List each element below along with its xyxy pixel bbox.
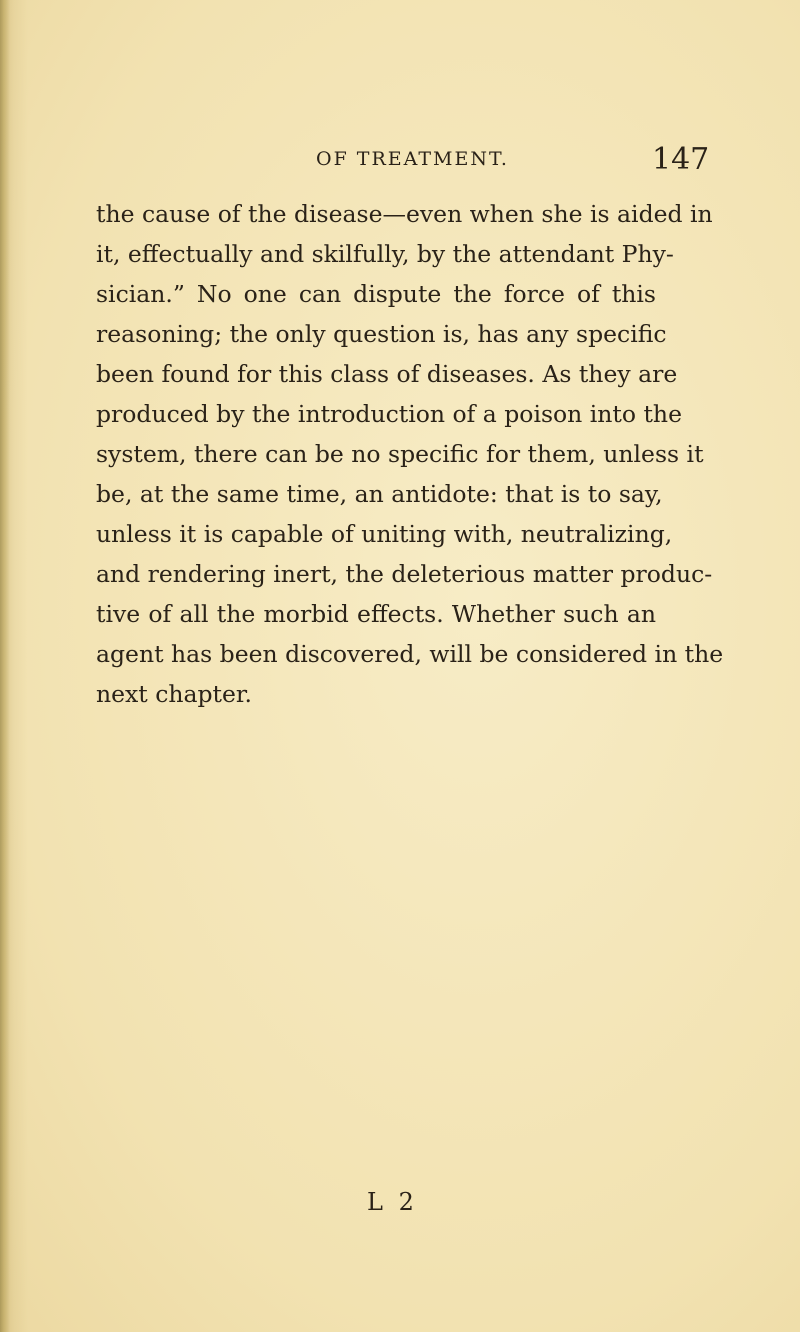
text-line: and rendering inert, the deleterious matter produc- — [96, 560, 713, 588]
text-line: next chapter. — [96, 680, 253, 708]
signature-mark: L 2 — [367, 1188, 418, 1216]
running-head-title: OF TREATMENT. — [316, 148, 509, 170]
body-paragraph — [96, 194, 724, 714]
text-line: tive of all the morbid effects. Whether such an — [96, 600, 656, 628]
page-binding-edge — [0, 0, 10, 1332]
running-head — [0, 142, 800, 182]
text-line: sician.” No one can dispute the force of this — [96, 280, 656, 308]
text-line: produced by the introduction of a poison into the — [96, 400, 682, 428]
text-line: the cause of the disease—even when she is aided in — [96, 200, 713, 228]
text-line: be, at the same time, an antidote: that is to say, — [96, 480, 663, 508]
text-line: unless it is capable of uniting with, neutralizing, — [96, 520, 673, 548]
text-line: system, there can be no specific for them, unless it — [96, 440, 704, 468]
text-line: it, effectually and skilfully, by the attendant Phy- — [96, 240, 674, 268]
text-line: reasoning; the only question is, has any specific — [96, 320, 667, 348]
text-line: agent has been discovered, will be considered in the — [96, 640, 724, 668]
page-number: 147 — [652, 142, 710, 177]
text-line: been found for this class of diseases. As they are — [96, 360, 678, 388]
